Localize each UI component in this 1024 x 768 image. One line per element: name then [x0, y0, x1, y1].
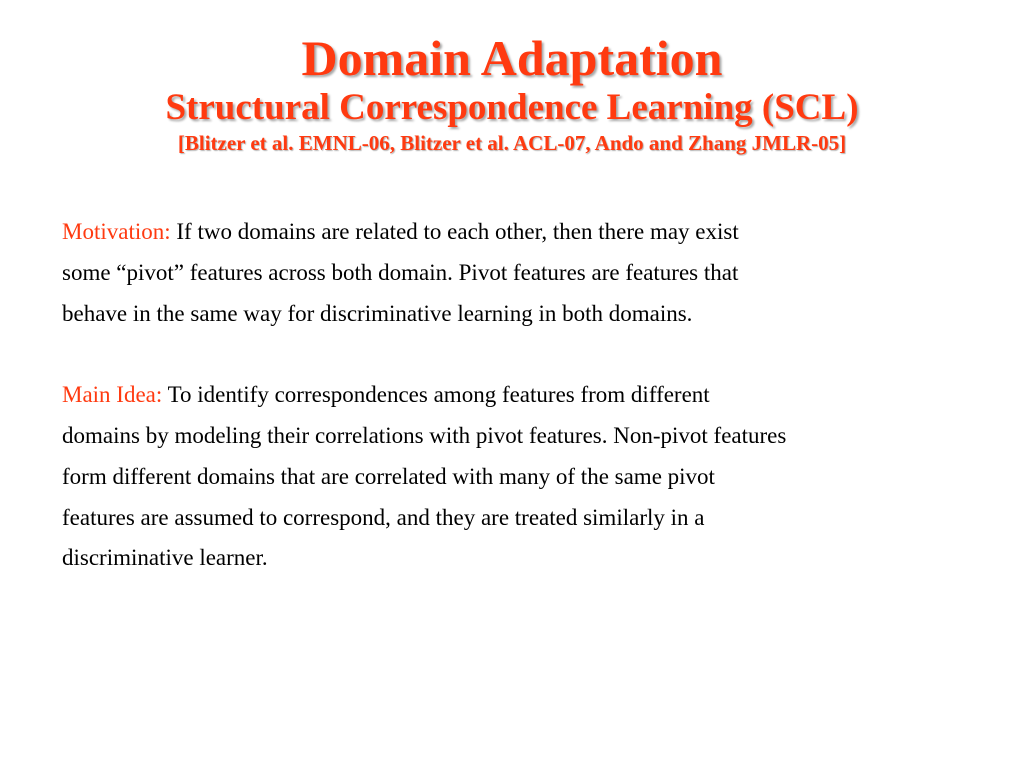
- motivation-line-2: some “pivot” features across both domain. Pivot features are features that: [62, 259, 739, 285]
- main-idea-line-3: form different domains that are correlated with many of the same pivot: [62, 463, 715, 489]
- title-block: [0, 30, 1024, 156]
- slide-subtitle: Structural Correspondence Learning (SCL): [165, 87, 859, 128]
- main-idea-text-1: To identify correspondences among features from different: [162, 382, 710, 408]
- motivation-text-1: If two domains are related to each other, then there may exist: [170, 219, 739, 244]
- slide-body: [62, 212, 967, 579]
- slide-citation: [Blitzer et al. EMNL-06, Blitzer et al. ACL-07, Ando and Zhang JMLR-05]: [177, 131, 847, 155]
- main-idea-label: Main Idea:: [62, 382, 163, 408]
- motivation-line-1: [62, 212, 967, 253]
- main-idea-line-4: features are assumed to correspond, and they are treated similarly in a: [62, 504, 705, 530]
- slide-title: Domain Adaptation: [301, 30, 723, 86]
- main-idea-line-1: [62, 375, 967, 416]
- motivation-label: Motivation:: [62, 219, 171, 244]
- motivation-paragraph: [62, 212, 967, 334]
- main-idea-paragraph: [62, 375, 967, 579]
- main-idea-line-2: domains by modeling their correlations with pivot features. Non-pivot features: [62, 422, 787, 448]
- main-idea-line-5: discriminative learner.: [62, 545, 268, 571]
- motivation-line-3: behave in the same way for discriminative learning in both domains.: [62, 300, 693, 326]
